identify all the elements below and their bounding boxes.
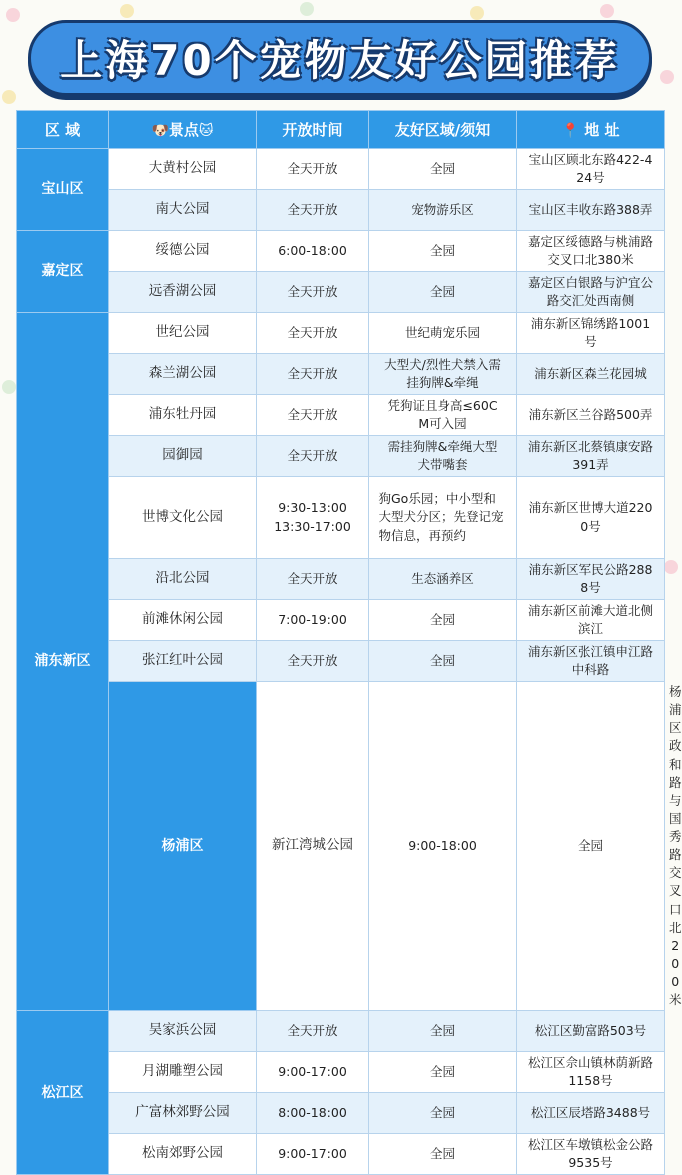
park-name: 张江红叶公园 (109, 641, 257, 682)
table-row (17, 682, 665, 1011)
address-text: 浦东新区军民公路2888号 (528, 561, 653, 595)
friendly-area: 全园 (369, 600, 517, 641)
address-text: 杨浦区政和路与国秀路交叉口北200米 (669, 684, 682, 1008)
open-hours: 全天开放 (257, 313, 369, 354)
friendly-area: 世纪萌宠乐园 (369, 313, 517, 354)
flower-decoration (300, 2, 314, 16)
friendly-area: 宠物游乐区 (369, 190, 517, 231)
address-cell (517, 600, 665, 641)
park-name: 大黄村公园 (109, 149, 257, 190)
notes-text: 需挂狗牌&牵绳大型犬带嘴套 (387, 438, 498, 472)
flower-decoration (470, 6, 484, 20)
header-hours: 开放时间 (257, 111, 369, 149)
address-text: 浦东新区兰谷路500弄 (528, 406, 653, 422)
park-name: 世博文化公园 (109, 477, 257, 559)
notes-text: 狗Go乐园；中小型和大型犬分区；先登记宠物信息，再预约 (378, 491, 504, 543)
address-text: 松江区辰塔路3488号 (530, 1105, 651, 1121)
district-cell: 浦东新区 (17, 313, 109, 1011)
table-row (17, 354, 665, 395)
friendly-area (369, 477, 517, 559)
address-cell (517, 477, 665, 559)
table-row (17, 272, 665, 313)
page-title: 上海70个宠物友好公园推荐 (60, 36, 620, 85)
table-row (17, 190, 665, 231)
table-row (17, 231, 665, 272)
flower-decoration (120, 4, 134, 18)
address-cell (517, 272, 665, 313)
pin-icon: 📍 (561, 123, 579, 139)
table-row (17, 641, 665, 682)
table-row (17, 1011, 665, 1052)
table-row (17, 1093, 665, 1134)
open-hours: 全天开放 (257, 395, 369, 436)
address-text: 浦东新区前滩大道北侧滨江 (527, 602, 653, 636)
open-hours: 全天开放 (257, 1011, 369, 1052)
park-name: 吴家浜公园 (109, 1011, 257, 1052)
district-cell: 宝山区 (17, 149, 109, 231)
friendly-area (369, 354, 517, 395)
address-text: 浦东新区森兰花园城 (534, 365, 647, 381)
header-park-label: 景点 (168, 121, 199, 139)
open-hours: 7:00-19:00 (257, 600, 369, 641)
address-cell (517, 1011, 665, 1052)
park-name: 前滩休闲公园 (109, 600, 257, 641)
cat-icon: 🐱 (198, 123, 214, 139)
park-name: 沿北公园 (109, 559, 257, 600)
flower-decoration (6, 8, 20, 22)
open-hours: 全天开放 (257, 149, 369, 190)
address-text: 宝山区丰收东路388弄 (528, 201, 653, 217)
address-text: 嘉定区白银路与沪宜公路交汇处西南侧 (527, 274, 653, 308)
park-name: 远香湖公园 (109, 272, 257, 313)
park-name: 新江湾城公园 (257, 682, 369, 1011)
park-name: 南大公园 (109, 190, 257, 231)
park-table (16, 110, 682, 1175)
address-cell (517, 149, 665, 190)
address-cell (517, 395, 665, 436)
notes-text: 凭狗证且身高≤60CM可入园 (387, 397, 498, 431)
table-row (17, 395, 665, 436)
park-name: 松南郊野公园 (109, 1134, 257, 1175)
table-header-row (17, 111, 665, 149)
park-name: 月湖雕塑公园 (109, 1052, 257, 1093)
address-text: 松江区佘山镇林荫新路1158号 (527, 1055, 653, 1089)
open-hours: 9:00-18:00 (369, 682, 517, 1011)
open-hours: 全天开放 (257, 641, 369, 682)
table-row (17, 477, 665, 559)
friendly-area: 全园 (369, 1011, 517, 1052)
table-row (17, 149, 665, 190)
friendly-area: 生态涵养区 (369, 559, 517, 600)
address-cell (517, 1134, 665, 1175)
open-hours: 全天开放 (257, 436, 369, 477)
open-hours-line: 9:30-13:00 (278, 500, 347, 516)
table-row (17, 313, 665, 354)
open-hours: 全天开放 (257, 190, 369, 231)
address-text: 浦东新区锦绣路1001号 (530, 315, 651, 349)
address-cell (517, 190, 665, 231)
address-text: 浦东新区北蔡镇康安路391弄 (527, 438, 653, 472)
friendly-area: 全园 (369, 1134, 517, 1175)
open-hours: 全天开放 (257, 272, 369, 313)
open-hours: 全天开放 (257, 559, 369, 600)
park-name: 世纪公园 (109, 313, 257, 354)
address-cell (517, 641, 665, 682)
friendly-area: 全园 (369, 1052, 517, 1093)
address-cell (517, 559, 665, 600)
address-cell (517, 354, 665, 395)
address-cell (517, 1052, 665, 1093)
dog-icon: 🐶 (151, 123, 169, 139)
address-text: 宝山区顾北东路422-424号 (528, 151, 653, 185)
district-cell: 松江区 (17, 1011, 109, 1175)
header-park (109, 111, 257, 149)
flower-decoration (2, 380, 16, 394)
address-text: 浦东新区世博大道2200号 (528, 500, 653, 534)
table-row (17, 1052, 665, 1093)
address-cell (517, 1093, 665, 1134)
header-notes: 友好区域/须知 (369, 111, 517, 149)
open-hours: 全天开放 (257, 354, 369, 395)
address-cell (517, 436, 665, 477)
table-row (17, 436, 665, 477)
open-hours: 6:00-18:00 (257, 231, 369, 272)
park-name: 园御园 (109, 436, 257, 477)
header-address (517, 111, 665, 149)
park-name: 广富林郊野公园 (109, 1093, 257, 1134)
header-address-label: 地 址 (584, 121, 620, 139)
friendly-area: 全园 (369, 149, 517, 190)
address-text: 松江区勤富路503号 (534, 1023, 647, 1039)
park-name: 森兰湖公园 (109, 354, 257, 395)
district-cell: 杨浦区 (109, 682, 257, 1011)
open-hours: 9:00-17:00 (257, 1052, 369, 1093)
address-cell (517, 231, 665, 272)
title-banner (28, 20, 652, 96)
friendly-area (369, 436, 517, 477)
address-text: 松江区车墩镇松金公路9535号 (527, 1137, 653, 1171)
friendly-area: 全园 (369, 641, 517, 682)
open-hours (257, 477, 369, 559)
flower-decoration (2, 90, 16, 104)
table-row (17, 559, 665, 600)
flower-decoration (664, 560, 678, 574)
header-district: 区 域 (17, 111, 109, 149)
district-cell: 嘉定区 (17, 231, 109, 313)
park-name: 绥德公园 (109, 231, 257, 272)
friendly-area: 全园 (369, 1093, 517, 1134)
park-name: 浦东牡丹园 (109, 395, 257, 436)
friendly-area: 全园 (369, 272, 517, 313)
friendly-area: 全园 (517, 682, 665, 1011)
open-hours: 9:00-17:00 (257, 1134, 369, 1175)
friendly-area (369, 395, 517, 436)
flower-decoration (600, 4, 614, 18)
table-row (17, 1134, 665, 1175)
address-text: 浦东新区张江镇申江路中科路 (527, 643, 653, 677)
notes-text: 大型犬/烈性犬禁入需挂狗牌&牵绳 (384, 356, 501, 390)
address-cell (517, 313, 665, 354)
open-hours-line: 13:30-17:00 (274, 518, 351, 534)
address-text: 嘉定区绥德路与桃浦路交叉口北380米 (527, 233, 653, 267)
flower-decoration (660, 70, 674, 84)
friendly-area: 全园 (369, 231, 517, 272)
open-hours: 8:00-18:00 (257, 1093, 369, 1134)
table-row (17, 600, 665, 641)
